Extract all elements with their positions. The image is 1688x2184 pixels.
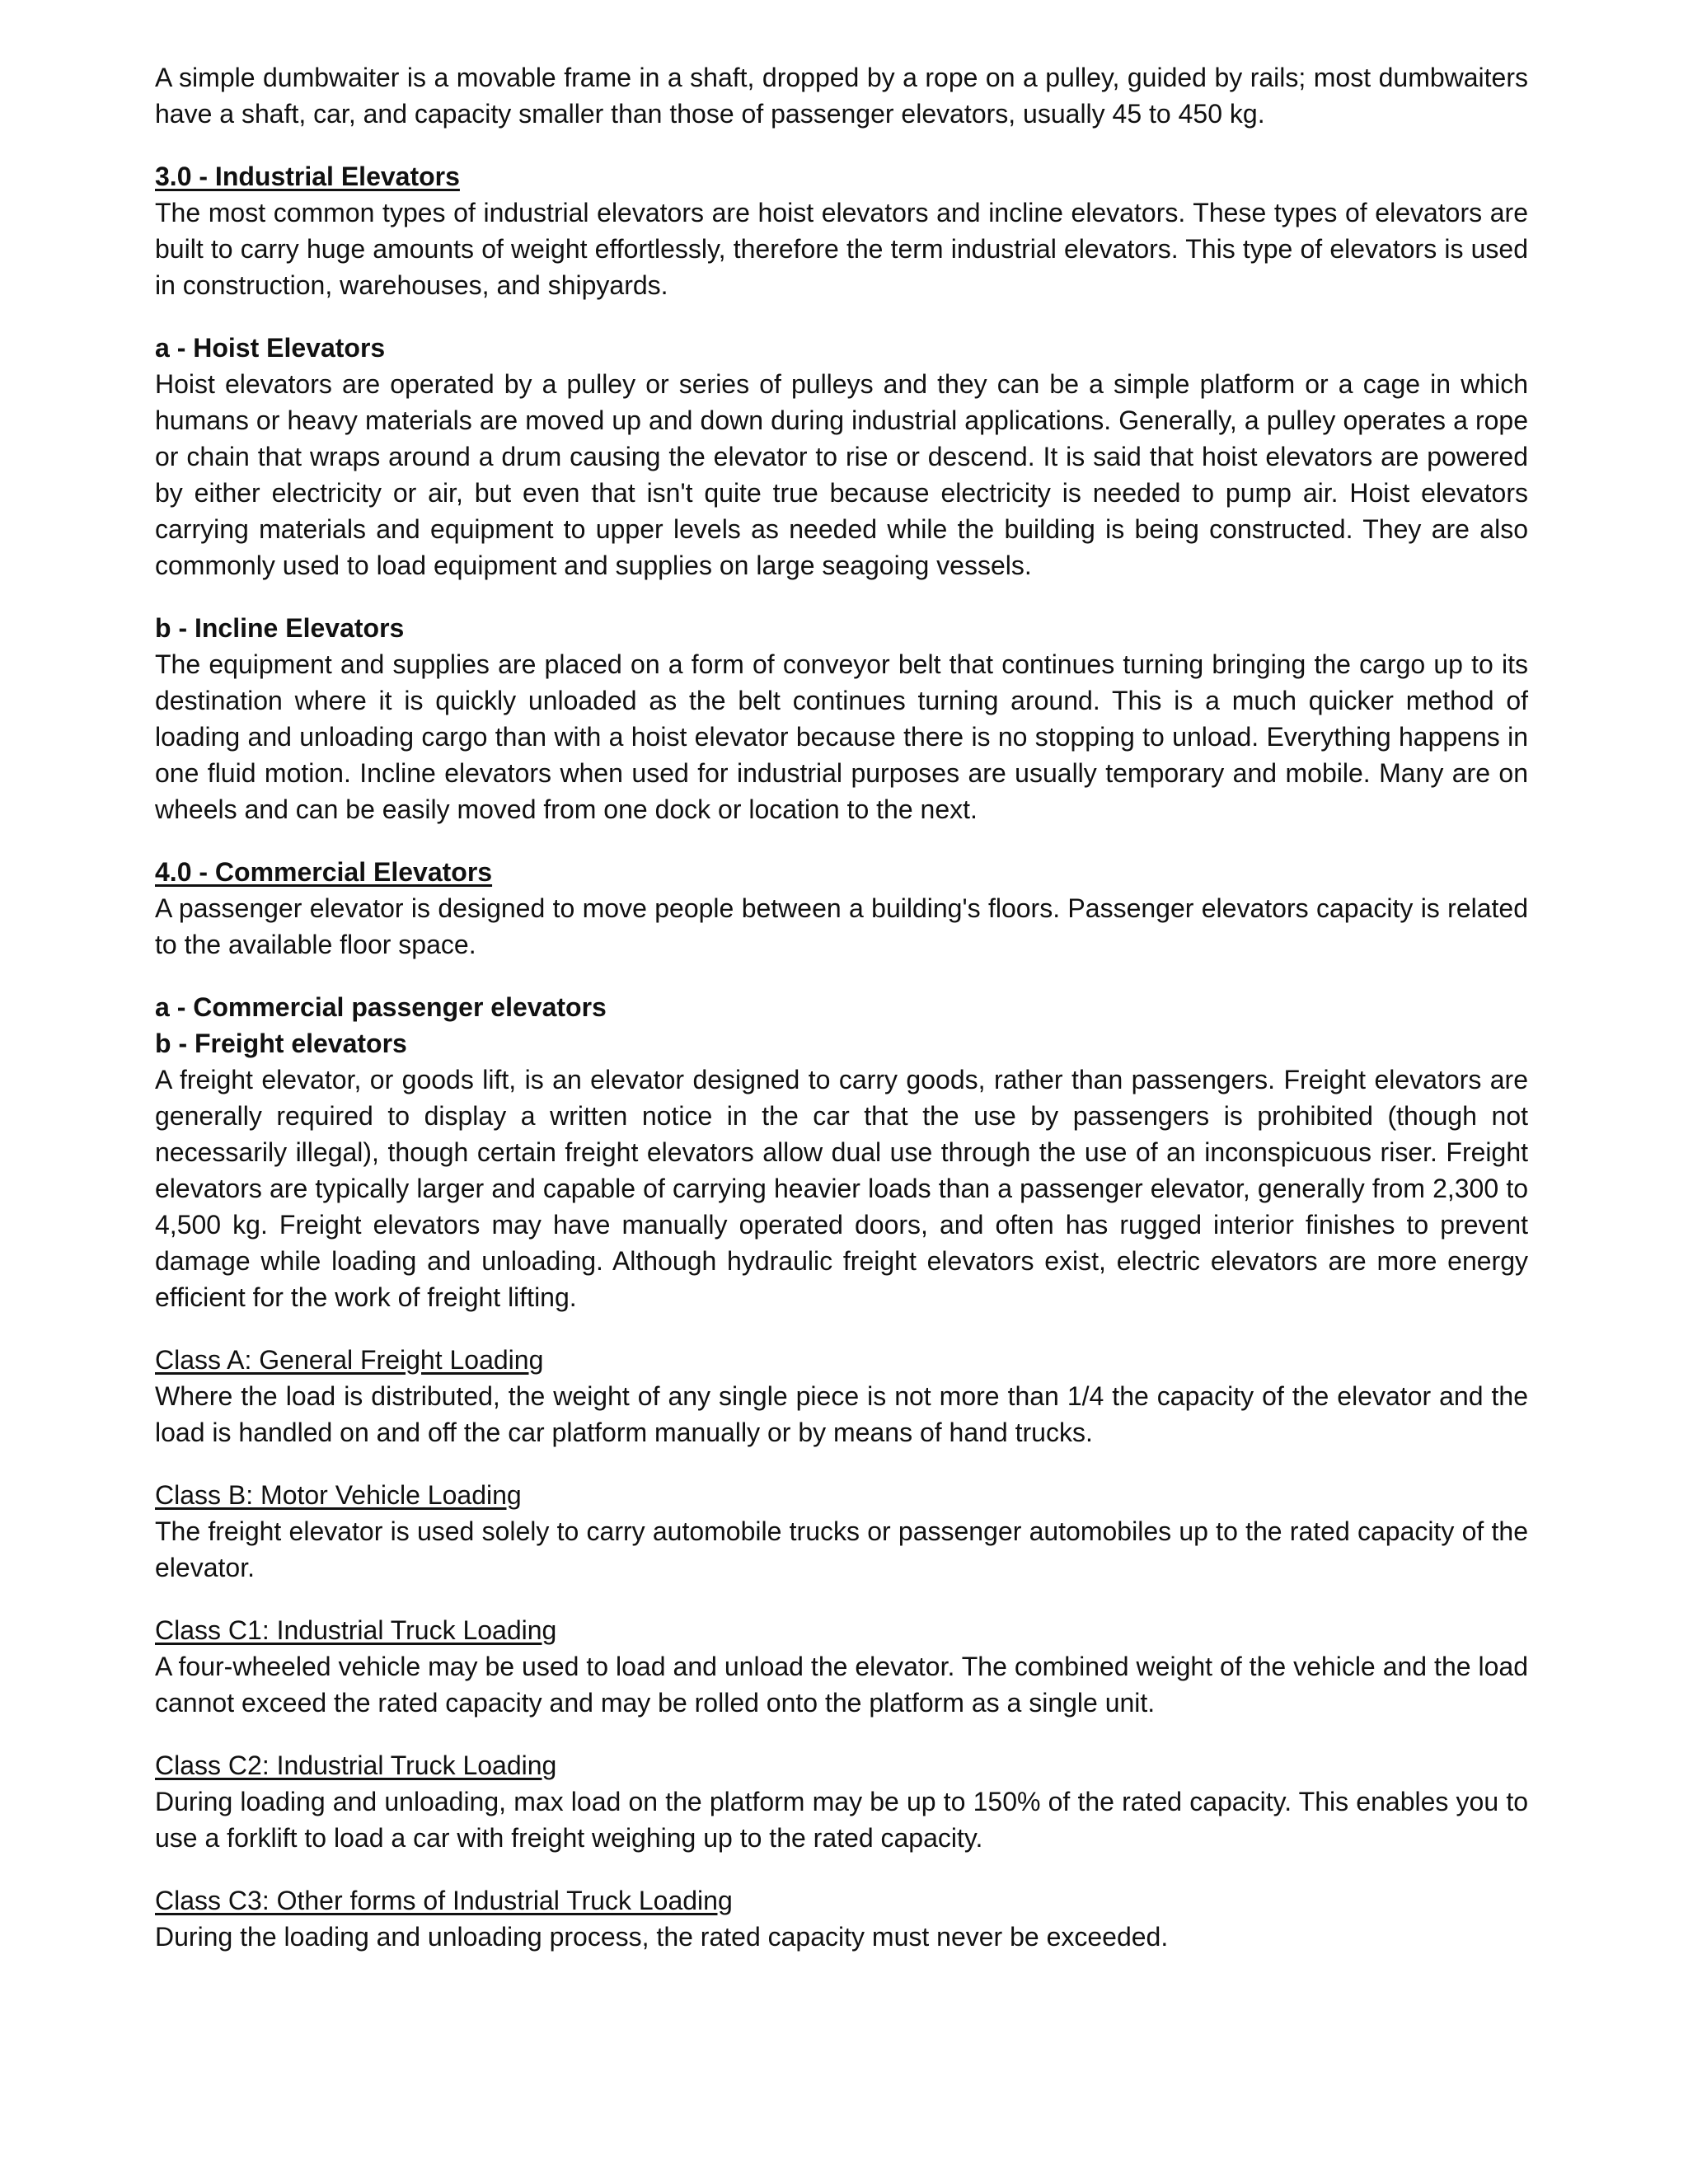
section-heading-industrial: 3.0 - Industrial Elevators — [155, 162, 460, 191]
document-page — [155, 59, 1528, 1955]
section-paragraph-industrial: The most common types of industrial elevators are hoist elevators and incline elevators. These types of elevators are built to carry huge amounts of weight effortlessly, therefore the term industrial elevators. This type of elevators is used in construction, warehouses, and shipyards. — [155, 198, 1528, 300]
class-c3-paragraph: During the loading and unloading process, the rated capacity must never be exceeded. — [155, 1922, 1169, 1952]
class-c1-heading: Class C1: Industrial Truck Loading — [155, 1615, 557, 1645]
class-b-heading: Class B: Motor Vehicle Loading — [155, 1480, 522, 1510]
section-paragraph-commercial: A passenger elevator is designed to move people between a building's floors. Passenger elevators capacity is related to the available floor space. — [155, 893, 1528, 959]
paragraph-incline-elevators: The equipment and supplies are placed on a form of conveyor belt that continues turning bringing the cargo up to its destination where it is quickly unloaded as the belt continues turning around. This is a much quicker method of loading and unloading cargo than with a hoist elevator because there is no stopping to unload. Everything happens in one fluid motion. Incline elevators when used for industrial purposes are usually temporary and mobile. Many are on wheels and can be easily moved from one dock or location to the next. — [155, 649, 1528, 824]
class-b-paragraph: The freight elevator is used solely to carry automobile trucks or passenger automobiles up to the rated capacity of the elevator. — [155, 1516, 1528, 1582]
class-c2-paragraph: During loading and unloading, max load on the platform may be up to 150% of the rated capacity. This enables you to use a forklift to load a car with freight weighing up to the rated capacity. — [155, 1787, 1528, 1853]
paragraph-freight-elevators: A freight elevator, or goods lift, is an elevator designed to carry goods, rather than passengers. Freight elevators are generally required to display a written notice in the car that the use by passengers is prohibited (though not necessarily illegal), though certain freight elevators allow dual use through the use of an inconspicuous riser. Freight elevators are typically larger and capable of carrying heavier loads than a passenger elevator, generally from 2,300 to 4,500 kg. Freight elevators may have manually operated doors, and often has rugged interior finishes to prevent damage while loading and unloading. Although hydraulic freight elevators exist, electric elevators are more energy efficient for the work of freight lifting. — [155, 1065, 1528, 1312]
paragraph-hoist-elevators: Hoist elevators are operated by a pulley or series of pulleys and they can be a simple platform or a cage in which humans or heavy materials are moved up and down during industrial applications. Generally, a pulley operates a rope or chain that wraps around a drum causing the elevator to rise or descend. It is said that hoist elevators are powered by either electricity or air, but even that isn't quite true because electricity is needed to pump air. Hoist elevators carrying materials and equipment to upper levels as needed while the building is being constructed. They are also commonly used to load equipment and supplies on large seagoing vessels. — [155, 369, 1528, 580]
class-c1-paragraph: A four-wheeled vehicle may be used to load and unload the elevator. The combined weight of the vehicle and the load cannot exceed the rated capacity and may be rolled onto the platform as a single unit. — [155, 1652, 1528, 1718]
class-a-heading: Class A: General Freight Loading — [155, 1345, 544, 1375]
subheading-incline-elevators: b - Incline Elevators — [155, 613, 405, 643]
class-c3-heading: Class C3: Other forms of Industrial Truck Loading — [155, 1886, 733, 1915]
subheading-commercial-passenger: a - Commercial passenger elevators — [155, 992, 607, 1022]
subheading-hoist-elevators: a - Hoist Elevators — [155, 333, 386, 363]
class-a-paragraph: Where the load is distributed, the weight of any single piece is not more than 1/4 the capacity of the elevator and the load is handled on and off the car platform manually or by means of hand trucks. — [155, 1381, 1528, 1447]
intro-paragraph: A simple dumbwaiter is a movable frame in a shaft, dropped by a rope on a pulley, guided by rails; most dumbwaiters have a shaft, car, and capacity smaller than those of passenger elevators, usually 45 to 450 kg. — [155, 63, 1528, 129]
section-heading-commercial: 4.0 - Commercial Elevators — [155, 857, 493, 887]
subheading-freight-elevators: b - Freight elevators — [155, 1029, 407, 1058]
class-c2-heading: Class C2: Industrial Truck Loading — [155, 1750, 557, 1780]
